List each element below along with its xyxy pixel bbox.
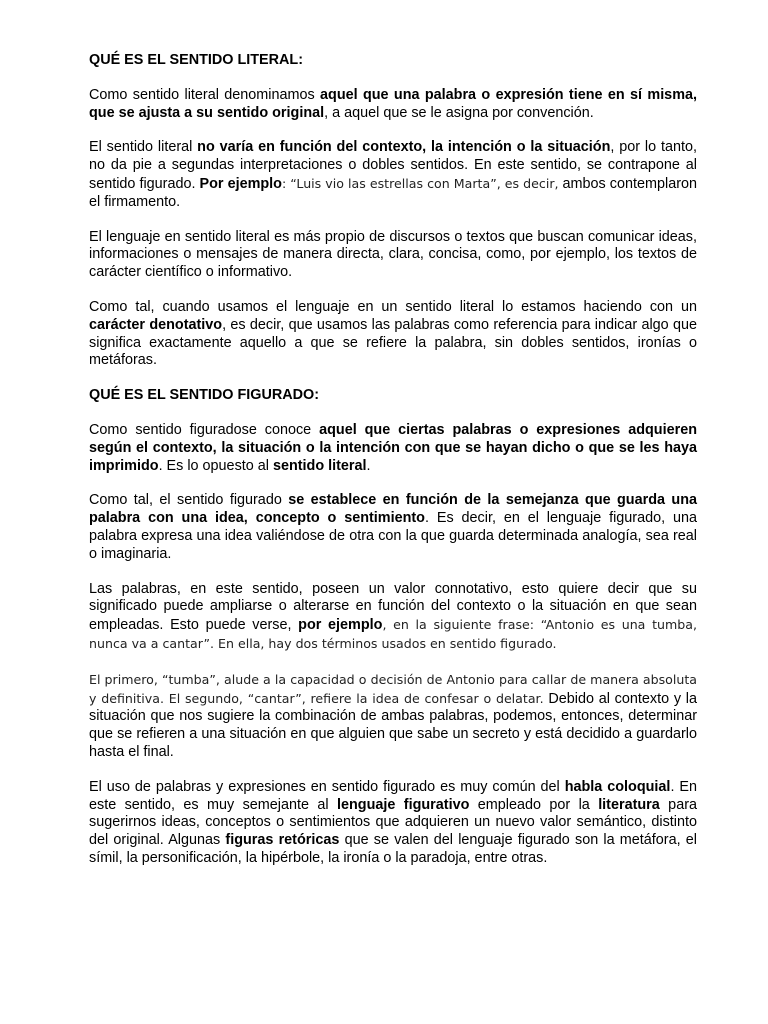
paragraph-definicion-literal [89, 87, 697, 123]
paragraph-definicion-figurado [89, 422, 697, 475]
alt-font-text: : “Luis vio las estrellas con Marta”, es decir, [281, 175, 559, 191]
text-run: . Es decir, en el lenguaje figurado, una palabra expresa una idea valiéndose de otra con la que guarda determinada analogía, sea real o imaginaria. [89, 510, 698, 562]
text-run: Como sentido literal denominamos [89, 86, 321, 103]
text-run: Las palabras, en este sentido, poseen un valor connotativo, esto quiere decir que su significado puede ampliarse o alterarse en función del contexto o la situación en que sean empleadas. Esto puede verse, [89, 580, 697, 634]
paragraph-tumba-cantar [89, 671, 697, 762]
bold-text: figuras retóricas [225, 832, 340, 849]
text-run: ambos contemplaron el firmamento. [89, 175, 698, 210]
paragraph-habla-coloquial [89, 779, 697, 868]
bold-text: no varía en función del contexto, la intención o la situación [197, 139, 611, 156]
bold-text: Por ejemplo [199, 175, 282, 192]
text-run: . Es lo opuesto al [158, 457, 273, 474]
paragraph-discursos-literal [89, 229, 697, 282]
bold-text: aquel que una palabra o expresión tiene en sí misma, que se ajusta a su sentido original [89, 86, 697, 121]
text-run: empleado por la [469, 796, 599, 813]
paragraph-semejanza [89, 492, 697, 563]
bold-text: se establece en función de la semejanza que guarda una palabra con una idea, concepto o sentimiento [89, 492, 697, 527]
text-run: Como tal, el sentido figurado [89, 492, 289, 509]
bold-text: carácter denotativo [89, 316, 223, 333]
bold-text: sentido literal [272, 457, 367, 474]
text-run: . [366, 457, 371, 474]
paragraph-denotativo [89, 299, 697, 370]
text-run: que se valen del lenguaje figurado son la metáfora, el símil, la personificación, la hipérbole, la ironía o la paradoja, entre otras. [89, 832, 697, 866]
text-run: El sentido literal [89, 139, 198, 156]
text-run: El lenguaje en sentido literal es más propio de discursos o textos que buscan comunicar ideas, informaciones o mensajes de manera directa, clara, concisa, como, por ejemplo, los textos de carácter científico o informativo. [89, 228, 697, 281]
text-run: . En este sentido, es muy semejante al [89, 778, 698, 813]
heading-sentido-literal: QUÉ ES EL SENTIDO LITERAL: [89, 52, 304, 68]
paragraph-connotativo [89, 581, 697, 654]
text-run: , a aquel que se le asigna por convención. [324, 104, 594, 121]
text-run: , por lo tanto, no da pie a segundas interpretaciones o dobles sentidos. En este sentido, se contrapone al sentido figurado. [89, 139, 697, 192]
text-run: , es decir, que usamos las palabras como referencia para indicar algo que significa exactamente aquello a que se refiere la palabra, sin dobles sentidos, ironías o metáforas. [89, 316, 697, 369]
heading-sentido-figurado: QUÉ ES EL SENTIDO FIGURADO: [89, 387, 320, 404]
bold-text: lenguaje figurativo [337, 796, 470, 813]
text-run: para sugerirnos ideas, conceptos o sentimientos que adquieren un nuevo valor semántico, distinto del original. Algunas [89, 796, 697, 849]
paragraph-contexto-literal [89, 139, 697, 211]
text-run: Como sentido figuradose conoce [89, 421, 320, 438]
alt-font-text: , en la siguiente frase: “Antonio es una tumba, nunca va a cantar”. En ella, hay dos términos usados en sentido figurado. [89, 617, 698, 651]
bold-text: aquel que ciertas palabras o expresiones adquieren según el contexto, la situación o la intención con que se hayan dicho o que se les haya imprimido [89, 421, 697, 474]
text-run: Debido al contexto y la situación que nos sugiere la combinación de ambas palabras, podemos, entonces, determinar que se refieren a una situación en que alguien que sabe un secreto y está decidido a guardarlo hasta el final. [89, 690, 697, 760]
bold-text: por ejemplo [298, 617, 383, 634]
text-run: El uso de palabras y expresiones en sentido figurado es muy común del [89, 778, 565, 795]
bold-text: literatura [598, 796, 660, 813]
alt-font-text: El primero, “tumba”, alude a la capacidad o decisión de Antonio para callar de manera absoluta y definitiva. El segundo, “cantar”, refiere la idea de confesar o delatar. [89, 671, 697, 706]
text-run: Como tal, cuando usamos el lenguaje en un sentido literal lo estamos haciendo con un [89, 298, 697, 315]
bold-text: habla coloquial [564, 778, 671, 795]
